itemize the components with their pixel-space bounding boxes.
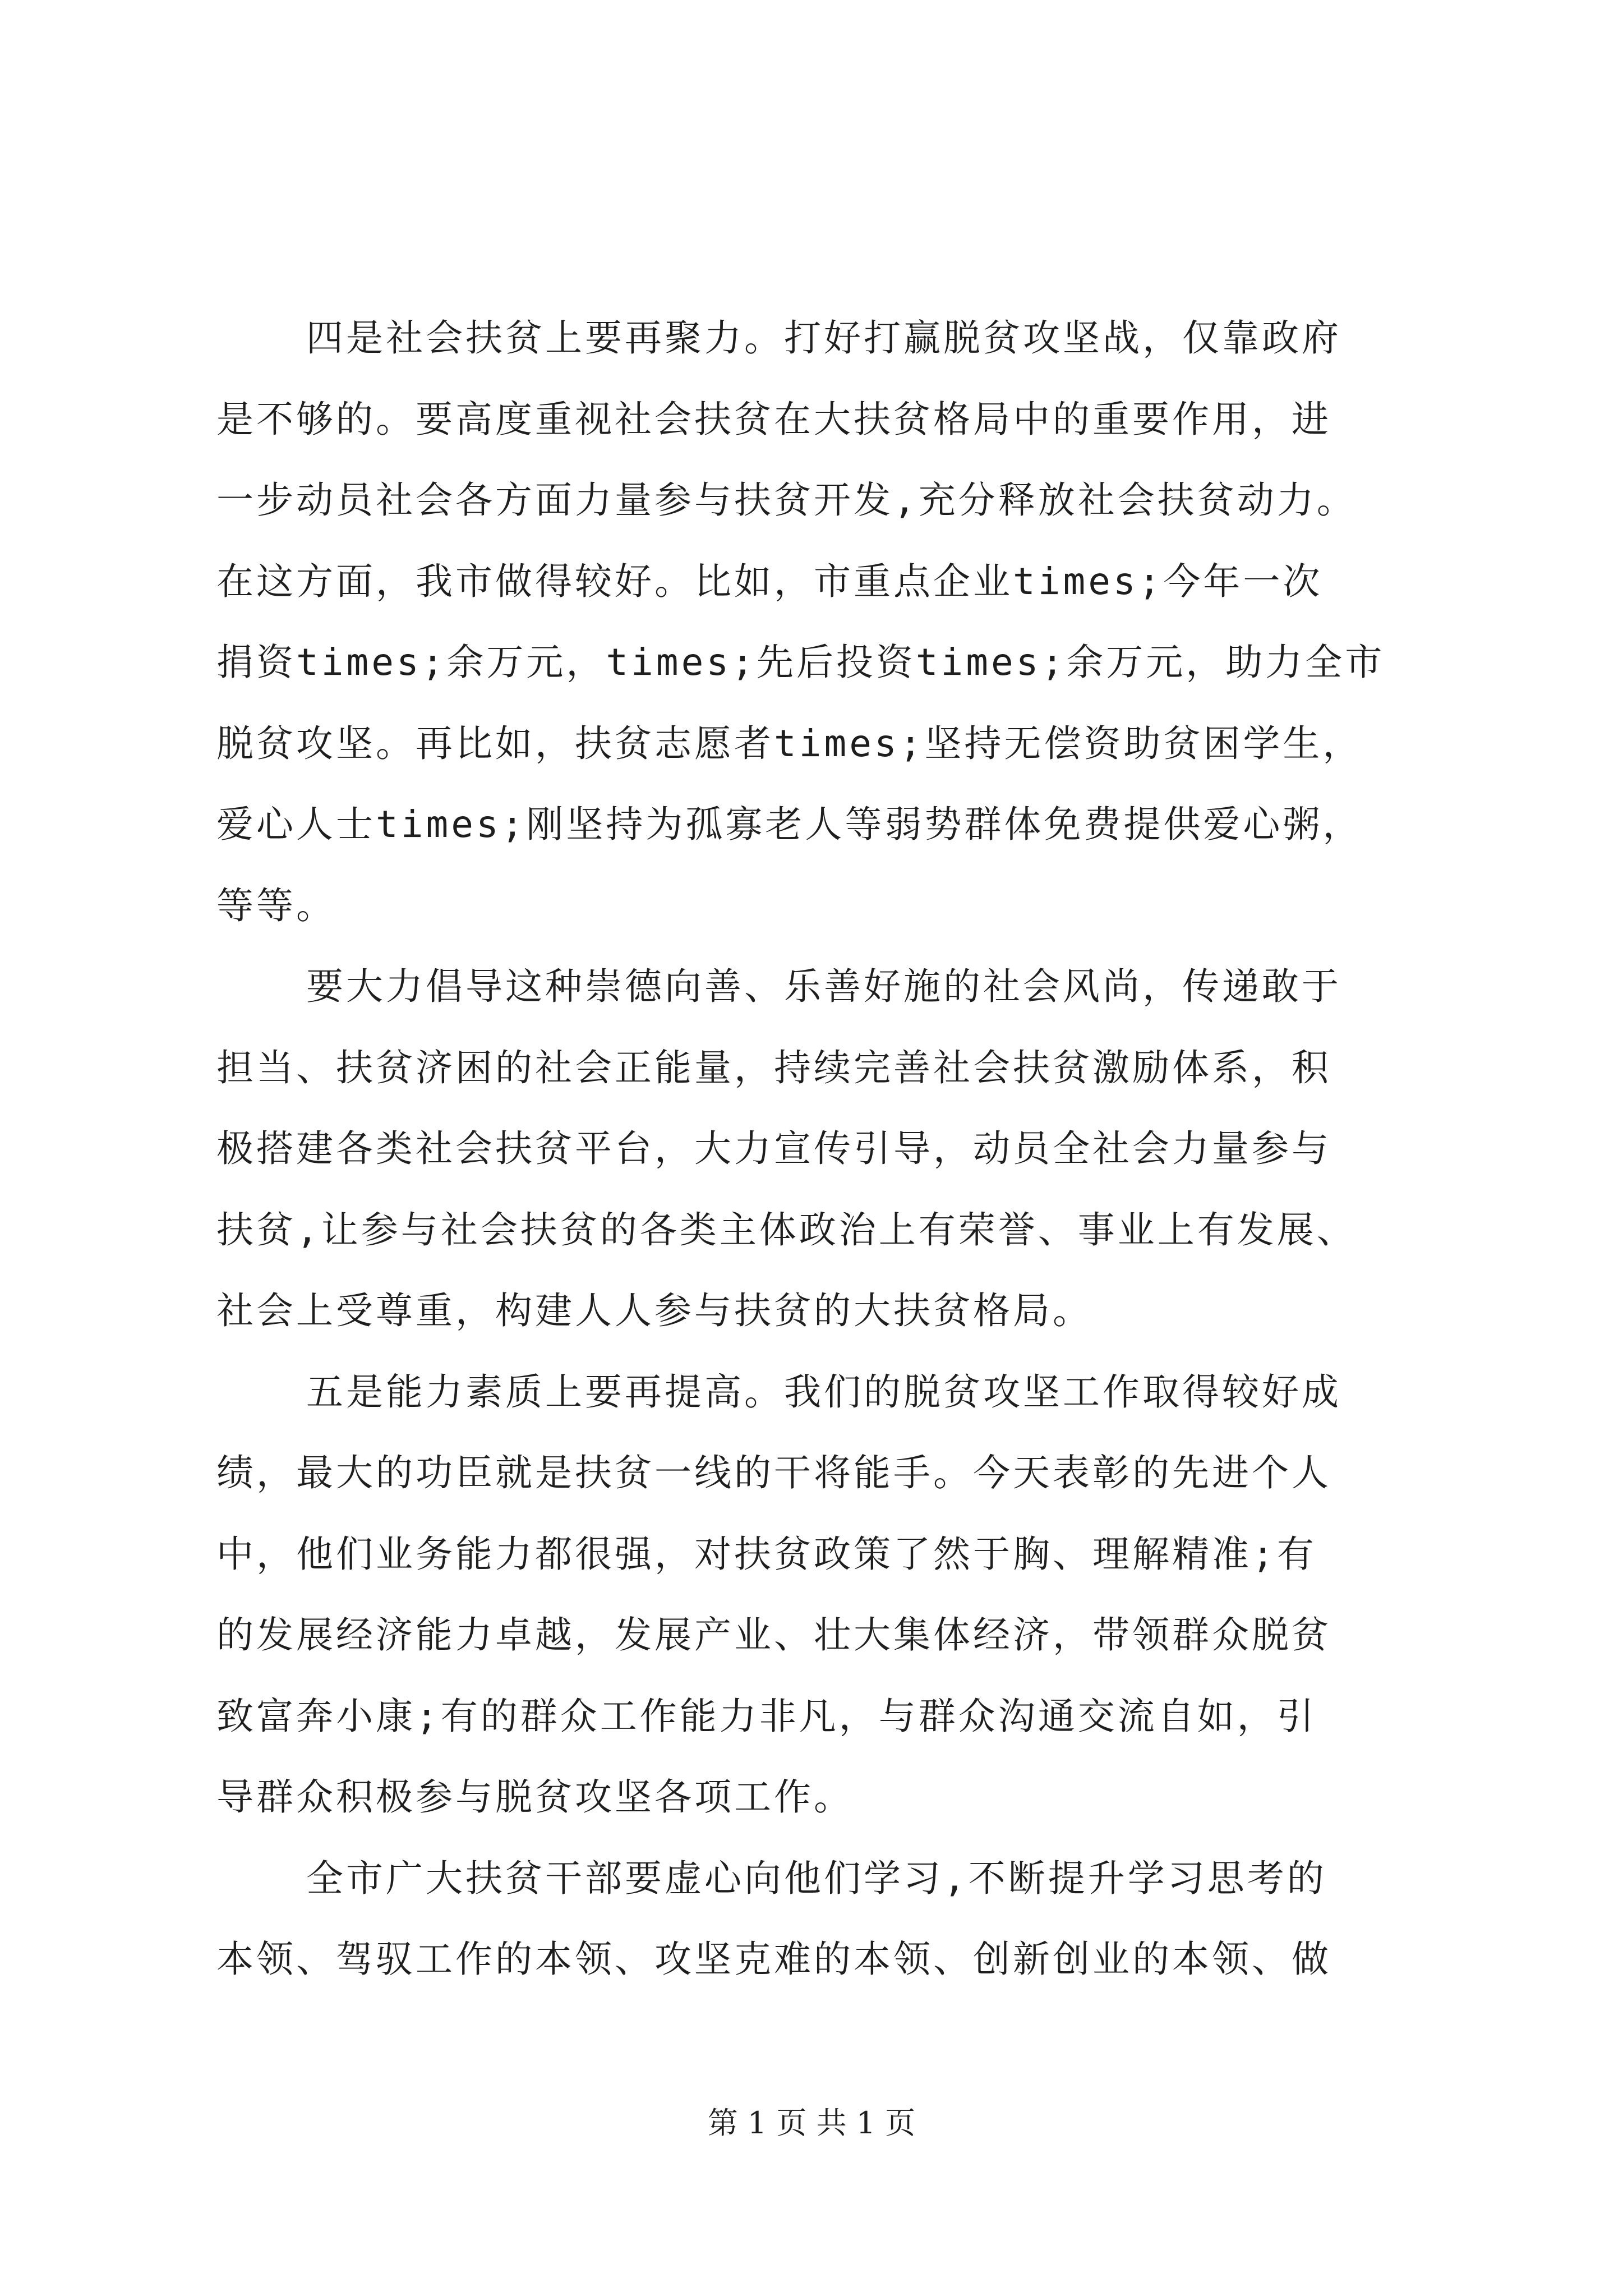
paragraph-5-line-5: 社会上受尊重，构建人人参与扶贫的大扶贫格局。 bbox=[216, 1289, 1092, 1332]
paragraph-4-line-8: 等等。 bbox=[216, 884, 336, 927]
paragraph-4-line-2: 是不够的。要高度重视社会扶贫在大扶贫格局中的重要作用，进 bbox=[216, 398, 1331, 441]
paragraph-5-line-2: 担当、扶贫济困的社会正能量，持续完善社会扶贫激励体系，积 bbox=[216, 1046, 1331, 1089]
paragraph-4-line-5: 捐资times;余万元，times;先后投资times;余万元，助力全市 bbox=[216, 641, 1385, 684]
paragraph-4-line-4: 在这方面，我市做得较好。比如，市重点企业times;今年一次 bbox=[216, 560, 1323, 603]
paragraph-6-line-2: 绩，最大的功臣就是扶贫一线的干将能手。今天表彰的先进个人 bbox=[216, 1451, 1331, 1494]
paragraph-5-line-4: 扶贫,让参与社会扶贫的各类主体政治上有荣誉、事业上有发展、 bbox=[216, 1208, 1357, 1251]
paragraph-6-line-4: 的发展经济能力卓越，发展产业、壮大集体经济，带领群众脱贫 bbox=[216, 1613, 1331, 1657]
paragraph-6-line-3: 中，他们业务能力都很强，对扶贫政策了然于胸、理解精准;有 bbox=[216, 1533, 1317, 1576]
paragraph-4-line-7: 爱心人士times;刚坚持为孤寡老人等弱势群体免费提供爱心粥， bbox=[216, 803, 1363, 846]
paragraph-4-line-6: 脱贫攻坚。再比如，扶贫志愿者times;坚持无偿资助贫困学生， bbox=[216, 722, 1363, 765]
paragraph-7-line-1: 全市广大扶贫干部要虚心向他们学习,不断提升学习思考的 bbox=[306, 1857, 1327, 1900]
paragraph-5-line-3: 极搭建各类社会扶贫平台，大力宣传引导，动员全社会力量参与 bbox=[216, 1127, 1331, 1170]
paragraph-6-line-5: 致富奔小康;有的群众工作能力非凡，与群众沟通交流自如，引 bbox=[216, 1695, 1317, 1738]
paragraph-4-line-1: 四是社会扶贫上要再聚力。打好打赢脱贫攻坚战，仅靠政府 bbox=[306, 316, 1341, 360]
paragraph-5-line-1: 要大力倡导这种崇德向善、乐善好施的社会风尚，传递敢于 bbox=[306, 965, 1341, 1008]
paragraph-6-line-6: 导群众积极参与脱贫攻坚各项工作。 bbox=[216, 1775, 854, 1819]
paragraph-7-line-2: 本领、驾驭工作的本领、攻坚克难的本领、创新创业的本领、做 bbox=[216, 1938, 1331, 1981]
paragraph-4-line-3: 一步动员社会各方面力量参与扶贫开发,充分释放社会扶贫动力。 bbox=[216, 478, 1357, 522]
paragraph-6-line-1: 五是能力素质上要再提高。我们的脱贫攻坚工作取得较好成 bbox=[306, 1370, 1341, 1414]
page-number-footer: 第 1 页 共 1 页 bbox=[707, 2105, 916, 2141]
